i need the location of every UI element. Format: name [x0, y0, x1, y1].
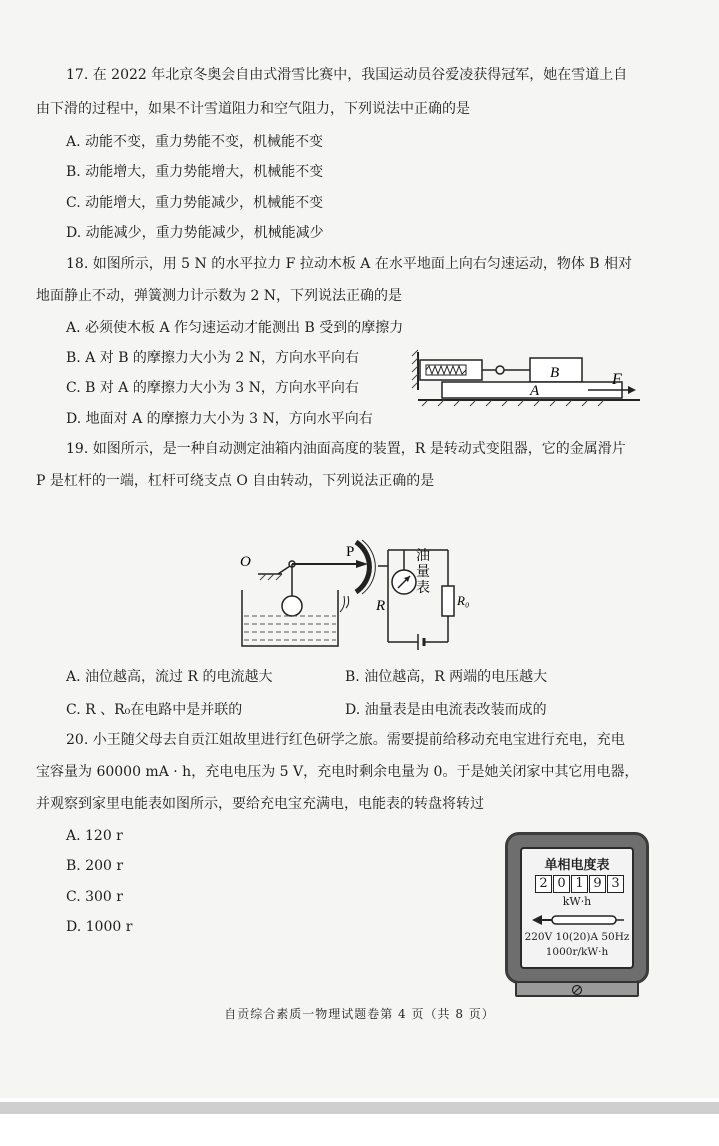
viewer-scrollbar[interactable]: [0, 1102, 719, 1114]
q18-stem-line1: 18. 如图所示，用 5 N 的水平拉力 F 拉动木板 A 在水平地面上向右匀速运动，物体 B 相对: [66, 256, 633, 272]
gauge-char-3: 表: [416, 580, 430, 596]
meter-digit: 2: [535, 875, 552, 893]
q19-stem-line1: 19. 如图所示，是一种自动测定油箱内油面高度的装置，R 是转动式变阻器，它的金属滑片: [66, 441, 626, 457]
gauge-char-2: 量: [416, 564, 430, 580]
q18-stem-line2: 地面静止不动，弹簧测力计示数为 2 N，下列说法正确的是: [36, 288, 403, 304]
meter-digit: 9: [589, 875, 606, 893]
meter-disc-arrow-icon: [532, 913, 624, 927]
label-p: P: [346, 544, 355, 560]
electric-meter: [505, 832, 649, 1000]
q19-option-d: D. 油量表是由电流表改装而成的: [345, 702, 547, 718]
q20-option-b: B. 200 r: [66, 858, 124, 874]
meter-body: [505, 832, 649, 984]
label-r0: R₀: [457, 593, 470, 608]
meter-screw-icon: [571, 984, 583, 996]
q20-stem-line2: 宝容量为 60000 mA · h，充电电压为 5 V，充电时剩余电量为 0。于是她关闭家中其它用电器，: [36, 764, 639, 780]
page-footer: 自贡综合素质一物理试题卷第 4 页（共 8 页）: [224, 1007, 495, 1021]
q18-option-a: A. 必须使木板 A 作匀速运动才能测出 B 受到的摩擦力: [66, 320, 404, 336]
meter-spec: 220V 10(20)A 50Hz: [524, 931, 630, 943]
q17-option-c: C. 动能增大，重力势能减少，机械能不变: [66, 195, 324, 211]
q19-option-c: C. R 、R₀在电路中是并联的: [66, 702, 243, 718]
q17-option-a: A. 动能不变，重力势能不变，机械能不变: [66, 134, 324, 150]
q19-option-a: A. 油位越高，流过 R 的电流越大: [66, 669, 273, 685]
label-a: A: [530, 383, 540, 399]
q19-stem-line2: P 是杠杆的一端，杠杆可绕支点 O 自由转动，下列说法正确的是: [36, 473, 435, 489]
q20-stem-line1: 20. 小王随父母去自贡江姐故里进行红色研学之旅。需要提前给移动充电宝进行充电，充电: [66, 732, 625, 748]
meter-digit: 3: [607, 875, 624, 893]
label-o: O: [240, 554, 251, 570]
q18-spring-board-diagram: [412, 346, 642, 416]
q19-option-b: B. 油位越高，R 两端的电压越大: [345, 669, 548, 685]
meter-digit: 1: [571, 875, 588, 893]
q20-option-c: C. 300 r: [66, 889, 123, 905]
q19-oil-gauge-diagram: [238, 530, 468, 660]
meter-panel: [520, 847, 634, 969]
label-f: F: [612, 371, 622, 388]
meter-base: [515, 981, 639, 997]
q17-stem-line1: 17. 在 2022 年北京冬奥会自由式滑雪比赛中，我国运动员谷爱凌获得冠军，她在雪道上自: [66, 67, 628, 83]
meter-title: 单相电度表: [544, 858, 610, 873]
q20-stem-line3: 并观察到家里电能表如图所示，要给充电宝充满电，电能表的转盘将转过: [36, 796, 484, 812]
meter-constant: 1000r/kW·h: [545, 946, 609, 958]
q20-option-d: D. 1000 r: [66, 919, 133, 935]
q20-option-a: A. 120 r: [66, 828, 123, 844]
q17-option-b: B. 动能增大，重力势能增大，机械能不变: [66, 164, 324, 180]
q18-option-c: C. B 对 A 的摩擦力大小为 3 N，方向水平向右: [66, 380, 359, 396]
q18-option-d: D. 地面对 A 的摩擦力大小为 3 N，方向水平向右: [66, 411, 373, 427]
q18-option-b: B. A 对 B 的摩擦力大小为 2 N，方向水平向右: [66, 350, 359, 366]
label-r: R: [376, 598, 386, 614]
gauge-char-1: 油: [416, 548, 430, 564]
label-b: B: [550, 365, 560, 381]
q17-stem-line2: 由下滑的过程中，如果不计雪道阻力和空气阻力，下列说法中正确的是: [36, 101, 470, 117]
meter-unit: kW·h: [562, 895, 592, 908]
q17-option-d: D. 动能减少，重力势能减少，机械能减少: [66, 225, 324, 241]
meter-digit: 0: [553, 875, 570, 893]
meter-digits: [535, 875, 625, 893]
